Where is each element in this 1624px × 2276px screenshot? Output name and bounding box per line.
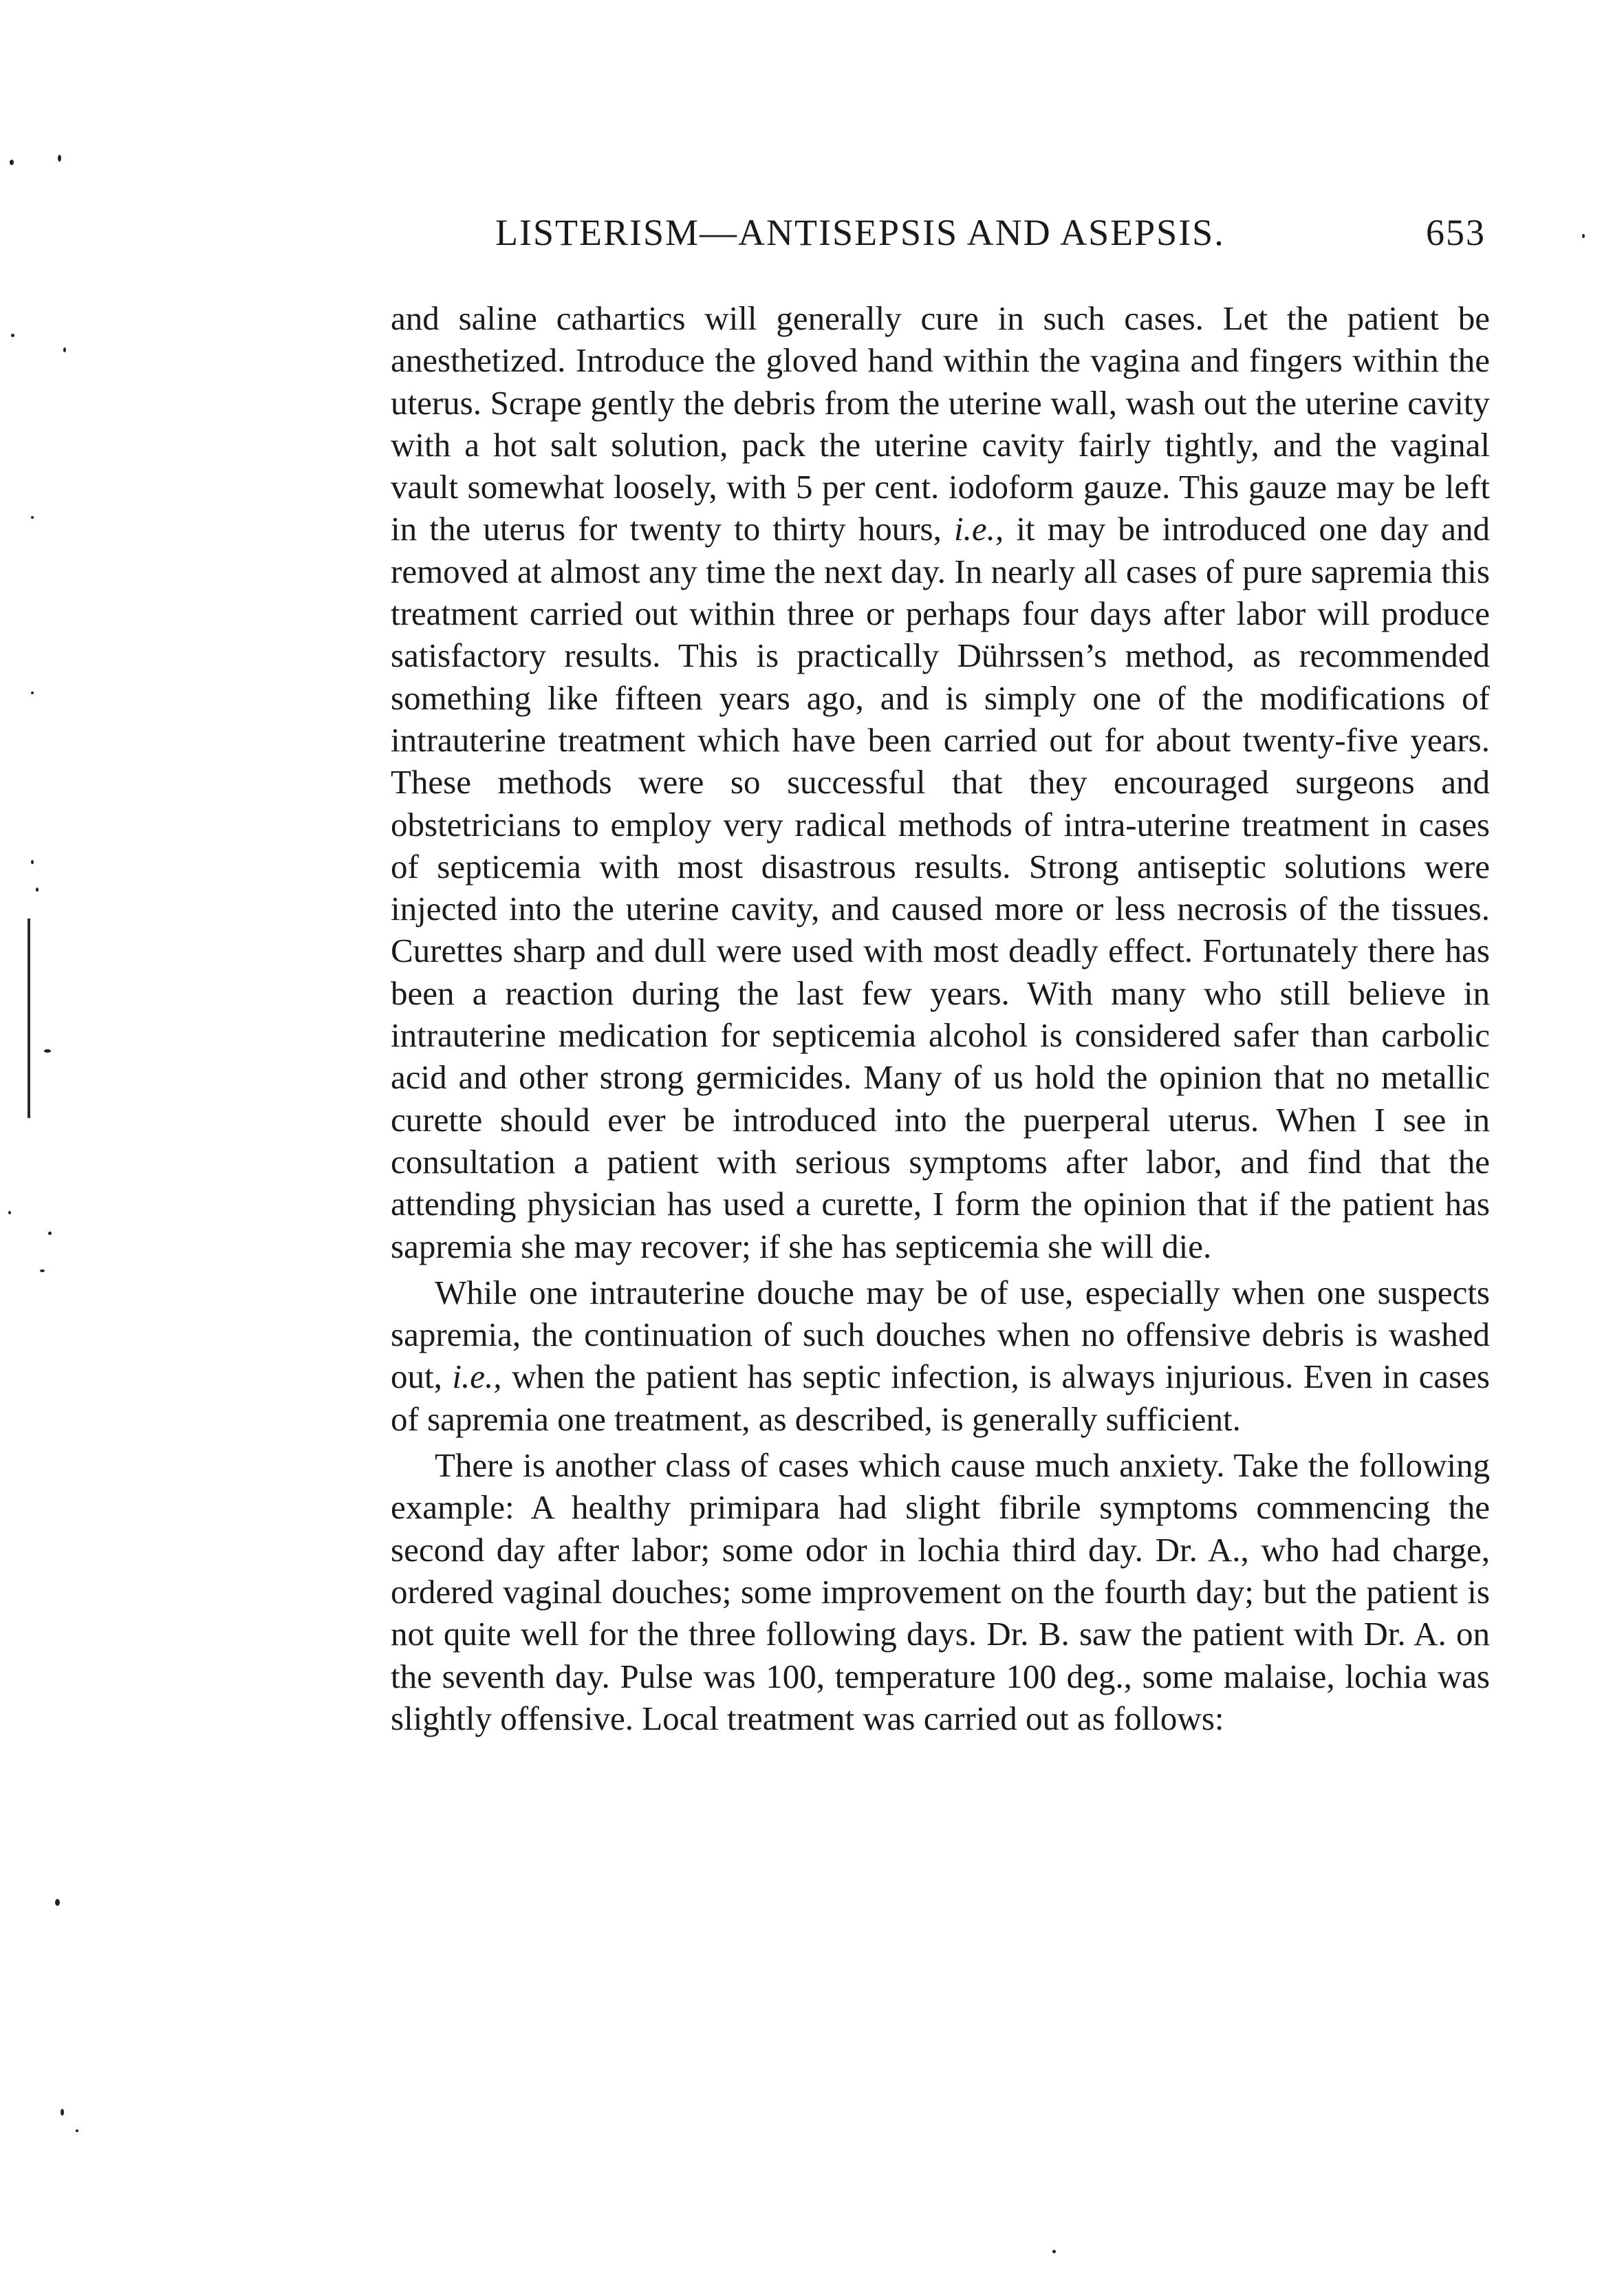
margin-speck <box>58 155 61 162</box>
margin-speck <box>36 888 39 892</box>
paragraph-2-text-continued: when the patient has septic infection, is always injurious. Even in cases of sapremia one treatment, as described, is generally sufficient. <box>391 1357 1490 1438</box>
margin-speck <box>48 1232 52 1235</box>
paragraph-1-text: and saline cathartics will generally cure in such cases. Let the patient be anesthetized. Introduce the gloved hand within the vagina and fingers within the uterus. Scrape gently the debris from the uterine wall, wash out the uterine cavity with a hot salt solution, pack the uterine cavity fairly tightly, and the vaginal vault somewhat loosely, with 5 per cent. iodoform gauze. This gauze may be left in the uterus for twenty to thirty hours, <box>391 299 1490 548</box>
margin-speck <box>44 1049 51 1053</box>
page-number: 653 <box>1426 212 1486 253</box>
margin-speck <box>31 516 34 519</box>
margin-scan-line <box>28 919 30 1118</box>
margin-speck <box>76 2129 78 2132</box>
paragraph-1-text-continued: it may be introduced one day and removed at almost any time the next day. In nearly all cases of pure sapremia this treatment carried out within three or perhaps four days after labor will produce satisfactory results. This is practically Dührssen’s method, as recommended something like fifteen years ago, and is simply one of the modifications of intrauterine treatment which have been carried out for about twenty-five years. These methods were so successful that they encouraged surgeons and obstetricians to employ very radical methods of intra-uterine treatment in cases of septicemia with most disastrous results. Strong antiseptic solutions were injected into the uterine cavity, and caused more or less necrosis of the tissues. Curettes sharp and dull were used with most deadly effect. Fortunately there has been a reaction during the last few years. With many who still believe in intrauterine medication for septicemia alcohol is considered safer than carbolic acid and other strong germicides. Many of us hold the opinion that no metallic curette should ever be introduced into the puerperal uterus. When I see in consultation a patient with serious symptoms after labor, and find that the attending physician has used a curette, I form the opinion that if the patient has sapremia she may recover; if she has septicemia she will die. <box>391 510 1490 1265</box>
paragraph-1 <box>391 297 1490 1267</box>
running-head <box>495 205 1486 260</box>
margin-speck <box>40 1269 45 1272</box>
margin-speck <box>10 160 14 165</box>
body-text <box>391 297 1490 1739</box>
paragraph-3-text: There is another class of cases which cause much anxiety. Take the following example: A healthy primipara had slight fibrile symptoms commencing the second day after labor; some odor in lochia third day. Dr. A., who had charge, ordered vaginal douches; some improvement on the fourth day; but the patient is not quite well for the three following days. Dr. B. saw the patient with Dr. A. on the seventh day. Pulse was 100, temperature 100 deg., some malaise, lochia was slightly offensive. Local treatment was carried out as follows: <box>391 1446 1490 1737</box>
margin-speck <box>31 860 34 864</box>
running-head-title: LISTERISM—ANTISEPSIS AND ASEPSIS. <box>495 212 1225 253</box>
page-speck <box>1582 234 1585 238</box>
page-speck <box>1052 2250 1056 2253</box>
margin-speck <box>61 2109 64 2116</box>
paragraph-2 <box>391 1271 1490 1440</box>
paragraph-2-text: While one intrauterine douche may be of use, especially when one suspects sapremia, the continuation of such douches when no offensive debris is washed out, <box>391 1273 1490 1396</box>
paragraph-2-abbreviation: i.e., <box>452 1357 502 1396</box>
margin-speck <box>55 1899 60 1906</box>
paragraph-3 <box>391 1444 1490 1739</box>
margin-speck <box>11 334 14 337</box>
paragraph-1-abbreviation: i.e., <box>954 510 1004 548</box>
margin-speck <box>8 1211 11 1214</box>
margin-speck <box>31 691 34 694</box>
margin-speck <box>63 347 66 352</box>
